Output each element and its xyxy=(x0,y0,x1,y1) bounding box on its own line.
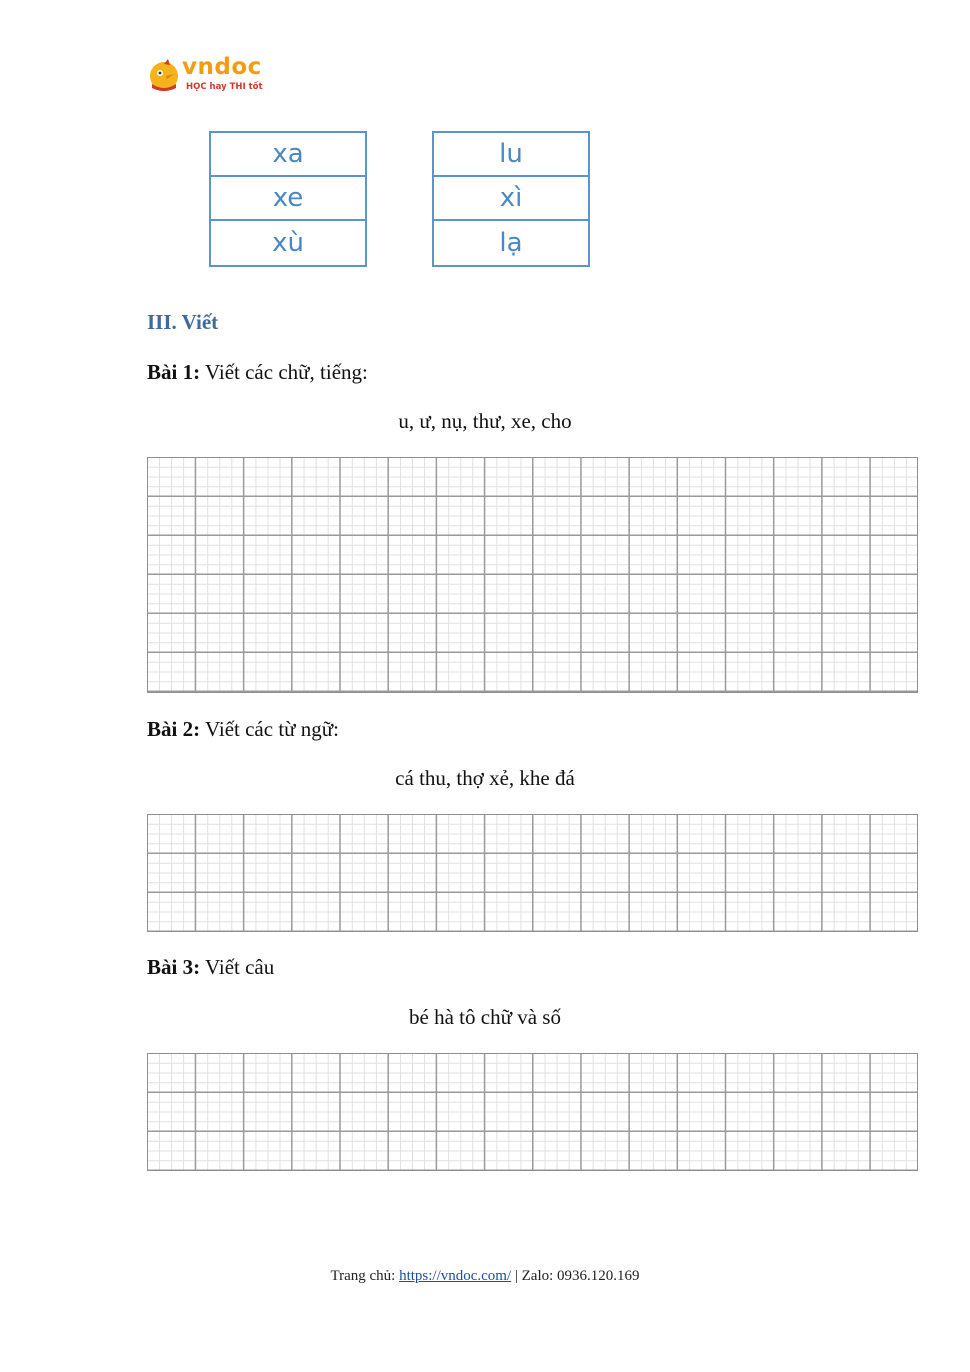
syllable-cell: xa xyxy=(211,133,365,177)
section-title: III. Viết xyxy=(147,310,219,334)
logo-brand: vndoc xyxy=(182,54,262,80)
writing-grid-2[interactable] xyxy=(147,814,918,932)
exercise-3-heading xyxy=(147,955,274,980)
exercise-1-instruction: Viết các chữ, tiếng: xyxy=(204,360,368,384)
exercise-2-text: cá thu, thợ xẻ, khe đá xyxy=(395,766,575,790)
exercise-1-heading xyxy=(147,360,368,385)
exercise-3-instruction: Viết câu xyxy=(204,955,275,979)
syllable-cell: lu xyxy=(434,133,588,177)
exercise-1-label: Bài 1: xyxy=(147,360,201,384)
logo-tagline: HỌC hay THI tốt xyxy=(186,82,263,92)
syllable-cell: xì xyxy=(434,177,588,221)
syllable-cell: xe xyxy=(211,177,365,221)
exercise-1-text: u, ư, nụ, thư, xe, cho xyxy=(398,409,572,433)
vndoc-logo[interactable] xyxy=(146,56,276,98)
syllable-cell: xù xyxy=(272,228,304,258)
syllable-box-left xyxy=(209,131,367,267)
footer-prefix: Trang chủ: xyxy=(330,1268,400,1284)
syllable-box-right xyxy=(432,131,590,267)
homepage-link[interactable]: https://vndoc.com/ xyxy=(399,1268,512,1284)
page-footer xyxy=(0,1268,970,1285)
exercise-2-heading xyxy=(147,717,339,742)
writing-grid-3[interactable] xyxy=(147,1053,918,1171)
writing-grid-1[interactable] xyxy=(147,457,918,693)
footer-contact: | Zalo: 0936.120.169 xyxy=(511,1268,640,1284)
exercise-3-text: bé hà tô chữ và số xyxy=(409,1005,561,1029)
exercise-3-label: Bài 3: xyxy=(147,955,201,979)
mascot-icon xyxy=(146,58,182,94)
exercise-2-label: Bài 2: xyxy=(147,717,201,741)
syllable-cell: lạ xyxy=(499,228,523,258)
exercise-2-instruction: Viết các từ ngữ: xyxy=(204,717,340,741)
